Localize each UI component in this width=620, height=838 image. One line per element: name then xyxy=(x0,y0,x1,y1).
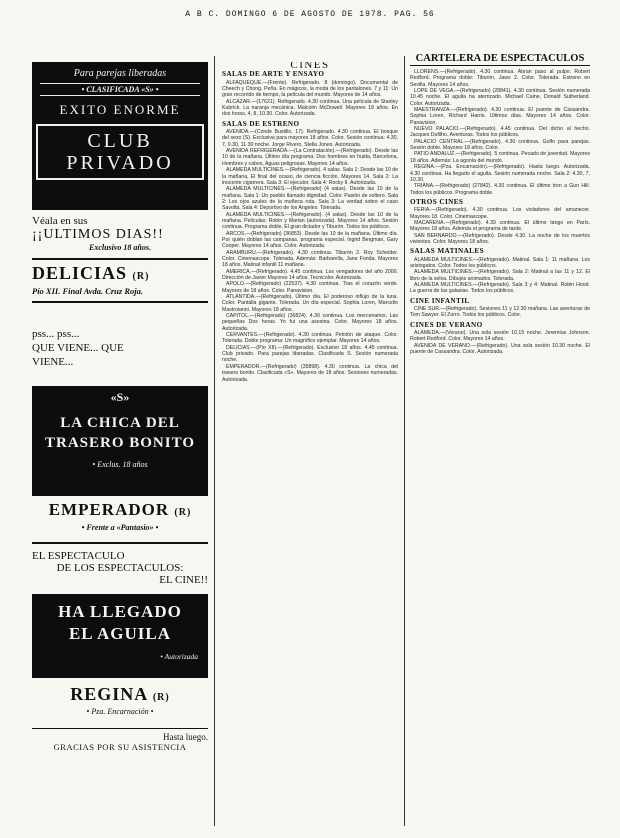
listing: ALAMEDA MULTICINES.—(Refrigerado). Matinal. Sala 1: 11 mañana. Los aristogatos. Color. Todos los públicos. xyxy=(410,256,590,269)
ad-regina-addr-text: Pza. Encarnación xyxy=(91,707,149,716)
listing: AMERICA.—(Refrigerado). 4.45 continua. Los vengadores del año 2000. Dirección de Javier Mayores 14 años. Tecnicolor. Autorizada. xyxy=(222,268,398,281)
listing: MACARENA.—(Refrigerado). 4.30 continua. El último tango en París. Mayores 18 años. Además el programa de tarde. xyxy=(410,219,590,233)
column-divider xyxy=(214,56,215,826)
listing: ALFAQUEQUE.—(Frente). Refrigerado. 8 (domingo). Documental de Cheech y Chong. Peña. En mágicos, la moda de los pantalones. 7 y 11: Un gran recorrido de tiempo, la película del mundo. Mayores de 14 años. xyxy=(222,79,398,99)
section-otros-cines: OTROS CINES xyxy=(410,197,464,206)
listing: ALAMEDA MULTICINES.—(Refrigerado). 4 salas. Sala 1: Desde las 10 de la mañana, El final del ocaso, de ciencia ficción. Mayores 14. Sala 2: La inocente cigarrera. Sala 3: El ejecutor. Sala 4: Rocky II. Autorizada. xyxy=(222,167,398,186)
ad-aguila-1: HA LLEGADO xyxy=(58,602,182,621)
ad-regina xyxy=(32,678,208,728)
delicias-name: DELICIAS xyxy=(32,263,128,283)
regina-name: REGINA xyxy=(70,684,148,704)
ad-espect-2: DE LOS ESPECTACULOS: xyxy=(56,562,184,574)
ad-regina-addr: • Pza. Encarnación • xyxy=(86,707,154,716)
ad-exito: EXITO ENORME xyxy=(59,102,181,117)
ad-privado: PRIVADO xyxy=(66,152,174,174)
ad-autorizada: • Autorizada xyxy=(160,652,198,661)
ad-liberadas: Para parejas liberadas xyxy=(73,68,167,79)
ad-s-mark: «S» xyxy=(110,390,130,404)
listing: PALACIO CENTRAL.—(Refrigerado). 4.30 continua. Golfo para parejas. Sesión doble. Mayores 18 años. Color. xyxy=(410,138,590,152)
cartelera-title: CARTELERA DE ESPECTACULOS xyxy=(410,52,590,66)
ad-chica xyxy=(32,386,208,496)
ad-emperador xyxy=(32,496,208,542)
ad-emperador-note-text: Frente a «Pantasio» xyxy=(86,523,154,532)
ad-delicias-title xyxy=(32,263,208,284)
listing: REGINA.—(Pza. Encarnación).—(Refrigerado). Hasta luego. Autorizada. 4.30 continua. Ha llegado el aguila. Sesión numerada noche. Sala 2: 4.30, 7, 10.30. xyxy=(410,164,590,183)
listing: AVENIDA DE VERANO.—(Refrigerado). Una sola sesión 10.30 noche. El puente de Cassandra. Color. Autorizada. xyxy=(410,342,590,356)
ad-club: CLUB xyxy=(87,130,153,152)
listing: AVENIDA REFRIGERADA.—(La Contratación).—(Refrigerado). Desde las 10 de la mañana. Último día programa: Dos hombres en huida, Barcelona, Hombres y cabos, Aguas peligrosas. Mayores 14 años. xyxy=(222,148,398,167)
ad-gracias xyxy=(32,728,208,752)
listing: TRIANA.—(Refrigerado) (27842). 4.30 continua. El último tren a Gun Hill. Todos los públicos. Programa doble. xyxy=(410,183,590,196)
listing: CINE SUR.—(Refrigerado). Sesiones 11 y 12.30 mañana. Las aventuras de Tom Sawyer. El Zorro. Todos los públicos. Color. xyxy=(410,306,590,319)
ad-espect-3: EL CINE!! xyxy=(159,574,208,586)
ad-chica-1: LA CHICA DEL xyxy=(60,415,180,431)
listing: ALCAZAR.—(17621). Refrigerado. 4.30 continua. Una película de Stanley Kubrick. La naranja mecánica. Malcolm McDowell. Mayores 18 años. En dos horas, 4, 8, 10.30. Color. Autorizada. xyxy=(222,98,398,118)
ad-ultimos: ¡¡ULTIMOS DIAS!! xyxy=(32,227,164,242)
listing: APOLO.—(Refrigerado) (22537). 4.30 continua. Tras el corazón verde. Mayores de 18 años. Color. Panavision. xyxy=(222,281,398,294)
ad-exclusivo: Exclusivo 18 años. xyxy=(88,243,151,252)
listings-column-1 xyxy=(222,62,398,818)
listing: CERVANTES.—(Refrigerado). 4.30 continua. Pelotón de ataque. Color. Tolerada. Doble programa: Un magnífico ejemplar. Mayores 14 años. xyxy=(222,332,398,345)
listing: SAN BERNARDO.—(Refrigerado). Desde 4.30. La noche de los muertos vivientes. Color. Mayores 18 años. xyxy=(410,232,590,245)
ad-espectaculo xyxy=(32,542,208,594)
ad-chica-note: • Exclus. 18 años xyxy=(92,460,148,469)
ad-que-viene xyxy=(32,318,208,386)
section-arte-ensayo: SALAS DE ARTE Y ENSAYO xyxy=(222,70,325,79)
regina-r: (R) xyxy=(152,692,170,703)
listing: CAPITOL.—(Refrigerado) (36824). 4.30 continua. Los mercenarios, Las pequeñas Dos horas. Yo fui una asesina. Color. Mayores 18 años. Autorizada. xyxy=(222,313,398,332)
listing: NUEVO PALACIO.—(Refrigerado). 4.45 continua. Del dicho al hecho. Jacques Dufilho. Aventuras. Todos los públicos. xyxy=(410,126,590,139)
listing: DELICIAS.—(Pío XII).—(Refrigerado). Exclusivo 18 años. 4.45 continua. Club privado. Para parejas liberadas. Clasificada S. Sesión numerada noche. xyxy=(222,344,398,364)
emperador-name: EMPERADOR xyxy=(48,500,170,519)
ad-delicias xyxy=(32,210,208,318)
ad-column xyxy=(32,62,208,814)
listing: ALAMEDA MULTICINES.—(Refrigerado). Sala 3 y 4: Matinal. Robin Hood. La guerra de las galaxias. Todos los públicos. xyxy=(410,282,590,295)
ad-club-privado xyxy=(32,62,208,210)
section-estreno: SALAS DE ESTRENO xyxy=(222,119,300,128)
ad-pss: pss... pss... xyxy=(32,328,80,340)
section-salas-matinales: SALAS MATINALES xyxy=(410,247,484,256)
ad-que-viene-2: VIENE... xyxy=(32,356,74,368)
ad-espect-1: EL ESPECTACULO xyxy=(32,550,125,562)
ad-autorizada-text: Autorizada xyxy=(164,652,198,661)
ad-emperador-note: • Frente a «Pantasio» • xyxy=(81,523,159,532)
listing: PATIO ANDALUZ.—(Refrigerado). 5 continua. Pecado de juventud. Mayores 18 años. Además: La agonía del mundo. xyxy=(410,151,590,164)
listings-column-2 xyxy=(410,52,590,822)
listing: ALAMEDA.—(Verano). Una sola sesión 10.15 noche. Jeremías Johnson. Robert Redford. Color. Mayores 14 años. xyxy=(410,330,590,343)
ad-aguila xyxy=(32,594,208,678)
ad-clasificada: • CLASIFICADA «S» • xyxy=(40,83,200,96)
page-header: A B C. DOMINGO 6 DE AGOSTO DE 1978. PAG. 56 xyxy=(185,10,435,19)
ad-emperador-title xyxy=(32,500,208,520)
listing: FERIA.—(Refrigerado). 4.30 continua. Los violadores del amanecer. Mayores 18. Color. Cinemascope. xyxy=(410,207,590,220)
delicias-r: (R) xyxy=(132,271,150,282)
listing: ARAMBURU.—(Refrigerado). 4.30 continua. Tiburón 2. Roy Scheider. Color. Cinemascope. Tolerada. Además: Barbarella, Jane Fonda. Mayores 18 años. Matinal infantil 11 mañana. xyxy=(222,249,398,269)
listing: LOPE DE VEGA.—(Refrigerado) (28841). 4.30 continua. Sesión numerada 10.45 noche. El aguila ha aterrizado. Michael Caine, Donald Sutherland. Color. Autorizada. xyxy=(410,88,590,107)
section-cine-infantil: CINE INFANTIL xyxy=(410,296,470,305)
ad-regina-title xyxy=(32,684,208,705)
listing: ARCOS.—(Refrigerado) (36853). Desde las 10 de la mañana. Último día. Por quién doblan las campanas, programa especial. Ingrid Bergman, Gary Cooper. Mayores 14 años. Color. Autorizada. xyxy=(222,230,398,250)
column-divider xyxy=(404,56,405,826)
ad-delicias-addr: Pío XII. Final Avda. Cruz Roja. xyxy=(32,286,143,296)
ad-gracias-text: GRACIAS POR SU ASISTENCIA xyxy=(53,742,187,752)
listing: EMPERADOR.—(Refrigerado) (35898). 4.30 continua. La chica del trasero bonito. Clasificada «S». Mayores de 18 años. Sesiones numeradas. Autorizada. xyxy=(222,363,398,383)
ad-vealo: Véala en sus xyxy=(32,215,88,227)
ad-chica-note-text: Exclus. 18 años xyxy=(97,460,148,469)
ad-que-viene-1: QUE VIENE... QUE xyxy=(32,342,124,354)
section-cines: CINES xyxy=(290,62,330,71)
listing: LLORENS.—(Refrigerado). 4.30 continua. Abran paso al pulpo. Robert Redford. Programa doble: Tiburón, Jaws 2. Color. Tolerada. Estreno en Sevilla. Mayores 14 años. xyxy=(410,69,590,88)
ad-aguila-2: EL AGUILA xyxy=(68,624,172,643)
emperador-r: (R) xyxy=(174,507,192,518)
section-cines-verano: CINES DE VERANO xyxy=(410,320,483,329)
ad-rule xyxy=(32,301,208,303)
ad-clasificada-text: CLASIFICADA «S» xyxy=(86,85,154,94)
listing: ALAMEDA MULTICINES.—(Refrigerado) (4 salas). Desde las 10 de la mañana. Sala 1: Un pueblo llamado dignidad. Color. Pasión de soltero. Sala 2: Los ojos azules de la muñeca rota. Sala 3: La verdad sobre el caso Savolta. Sala 4: Deportivo de los Angeles. Tolerada. xyxy=(222,186,398,212)
ad-rule xyxy=(32,258,208,260)
listing: ALAMEDA MULTICINES.—(Refrigerado). Sala 2: Matinal a las 11 y 12. El libro de la selva. Dibujos animados. Tolerada. xyxy=(410,269,590,282)
listing: MAESTRANZA.—(Refrigerado). 4.30 continua. El puente de Cassandra. Sophia Loren, Richard Harris. Ultimos días. Mayores 14 años. Color. Panavision. xyxy=(410,107,590,126)
ad-chica-2: TRASERO BONITO xyxy=(44,435,195,451)
listing: AVENIDA.—(Conde Bustillo, 17). Refrigerado. 4.30 continua. El bosque del sexo (S). Exclusiva para mayores 18 años. Color. Sesión continua: 4.30, 7, 9.30, 11.30 noche. Jorge Rivero, Stella Jones. Autorizada. xyxy=(222,129,398,148)
ad-hasta: Hasta luego. xyxy=(163,732,208,742)
listing: ATLANTIDA.—(Refrigerado). Último día. El poderoso influjo de la luna. Color. Pantalla gigante. Tolerada. Un día especial. Sophia Loren, Marcello Mastroianni. Mayores 18 años. xyxy=(222,294,398,313)
ad-club-box xyxy=(36,124,204,180)
listing: ALAMEDA MULTICINES.—(Refrigerado). (4 salas). Desde las 10 de la mañana. Películas: Robin y Marian (autorizada). Mayores 14 años. Sesión continua. Programa doble, El gran dictador y Tiburón. Todos los públicos. xyxy=(222,211,398,231)
